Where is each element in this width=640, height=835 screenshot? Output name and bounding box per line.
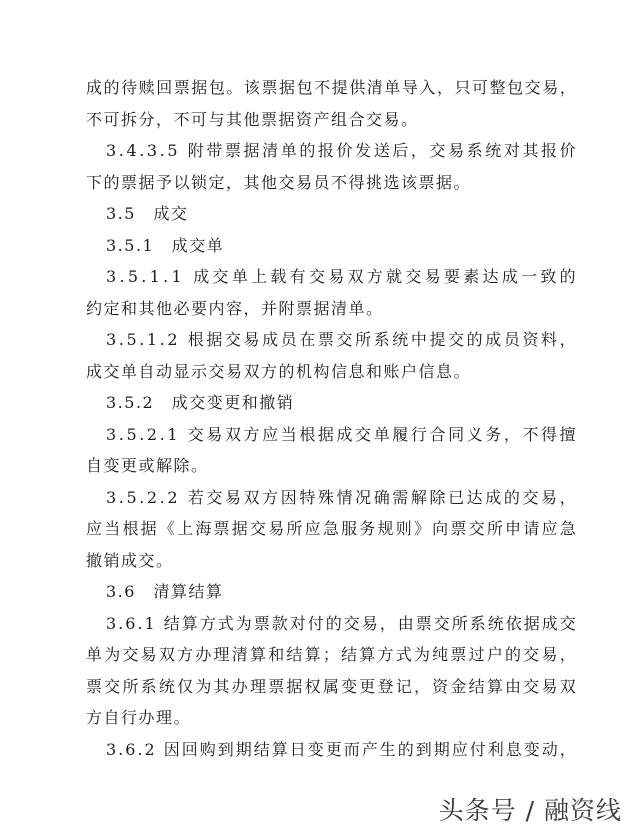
text-line: 3.5.2 成交变更和撤销 xyxy=(106,393,295,412)
text-line: 3 . 5 . 2 . 1 交 易 双 方 应 当 根 据 成 交 单 履 行 合 同 义 务 ， 不 得 擅 xyxy=(106,424,576,444)
text-line: 成 的 待 赎 回 票 据 包 。 该 票 据 包 不 提 供 清 单 导 入 ， 只 可 整 包 交 易 ， xyxy=(86,78,576,97)
text-line: 3 . 5 . 1 . 2 根 据 交 易 成 员 在 票 交 所 系 统 中 提 交 的 成 员 资 料 ， xyxy=(106,330,576,349)
text-line: 应 当 根 据 《 上 海 票 据 交 易 所 应 急 服 务 规 则 》 向 票 交 所 申 请 应 急 xyxy=(86,519,576,538)
text-line: 约定和其他必要内容，并附票据清单。 xyxy=(86,298,384,318)
text-line: 不可拆分，不可与其他票据资产组合交易。 xyxy=(86,109,419,129)
source-watermark: 头条号 / 融资线 xyxy=(438,796,622,825)
text-line: 3 . 5 . 1 . 1 成 交 单 上 载 有 交 易 双 方 就 交 易 要 素 达 成 一 致 的 xyxy=(106,267,576,286)
text-line: 方自行办理。 xyxy=(86,708,192,727)
text-line: 自变更或解除。 xyxy=(86,456,209,475)
text-line: 3.6 清算结算 xyxy=(106,582,224,601)
text-line: 撤销成交。 xyxy=(86,550,174,570)
text-line: 3 . 6 . 2 因 回 购 到 期 结 算 日 变 更 而 产 生 的 到 期 应 付 利 息 变 动 ， xyxy=(106,739,576,759)
text-line: 单 为 交 易 双 方 办 理 清 算 和 结 算 ； 结 算 方 式 为 纯 票 过 户 的 交 易 ， xyxy=(86,645,576,664)
text-line: 下的票据予以锁定，其他交易员不得挑选该票据。 xyxy=(86,172,472,192)
text-line: 成交单自动显示交易双方的机构信息和账户信息。 xyxy=(86,361,472,381)
text-line: 3.5 成交 xyxy=(106,204,189,223)
text-line: 票 交 所 系 统 仅 为 其 办 理 票 据 权 属 变 更 登 记 ， 资 金 结 算 由 交 易 双 xyxy=(86,676,576,696)
text-line: 3 . 6 . 1 结 算 方 式 为 票 款 对 付 的 交 易 ， 由 票 交 所 系 统 依 据 成 交 xyxy=(106,613,576,633)
text-line: 3.5.1 成交单 xyxy=(106,235,225,255)
text-line: 3 . 5 . 2 . 2 若 交 易 双 方 因 特 殊 情 况 确 需 解 除 已 达 成 的 交 易 ， xyxy=(106,487,576,507)
text-line: 3 . 4 . 3 . 5 附 带 票 据 清 单 的 报 价 发 送 后 ， 交 易 系 统 对 其 报 价 xyxy=(106,141,576,160)
document-body xyxy=(86,72,576,765)
